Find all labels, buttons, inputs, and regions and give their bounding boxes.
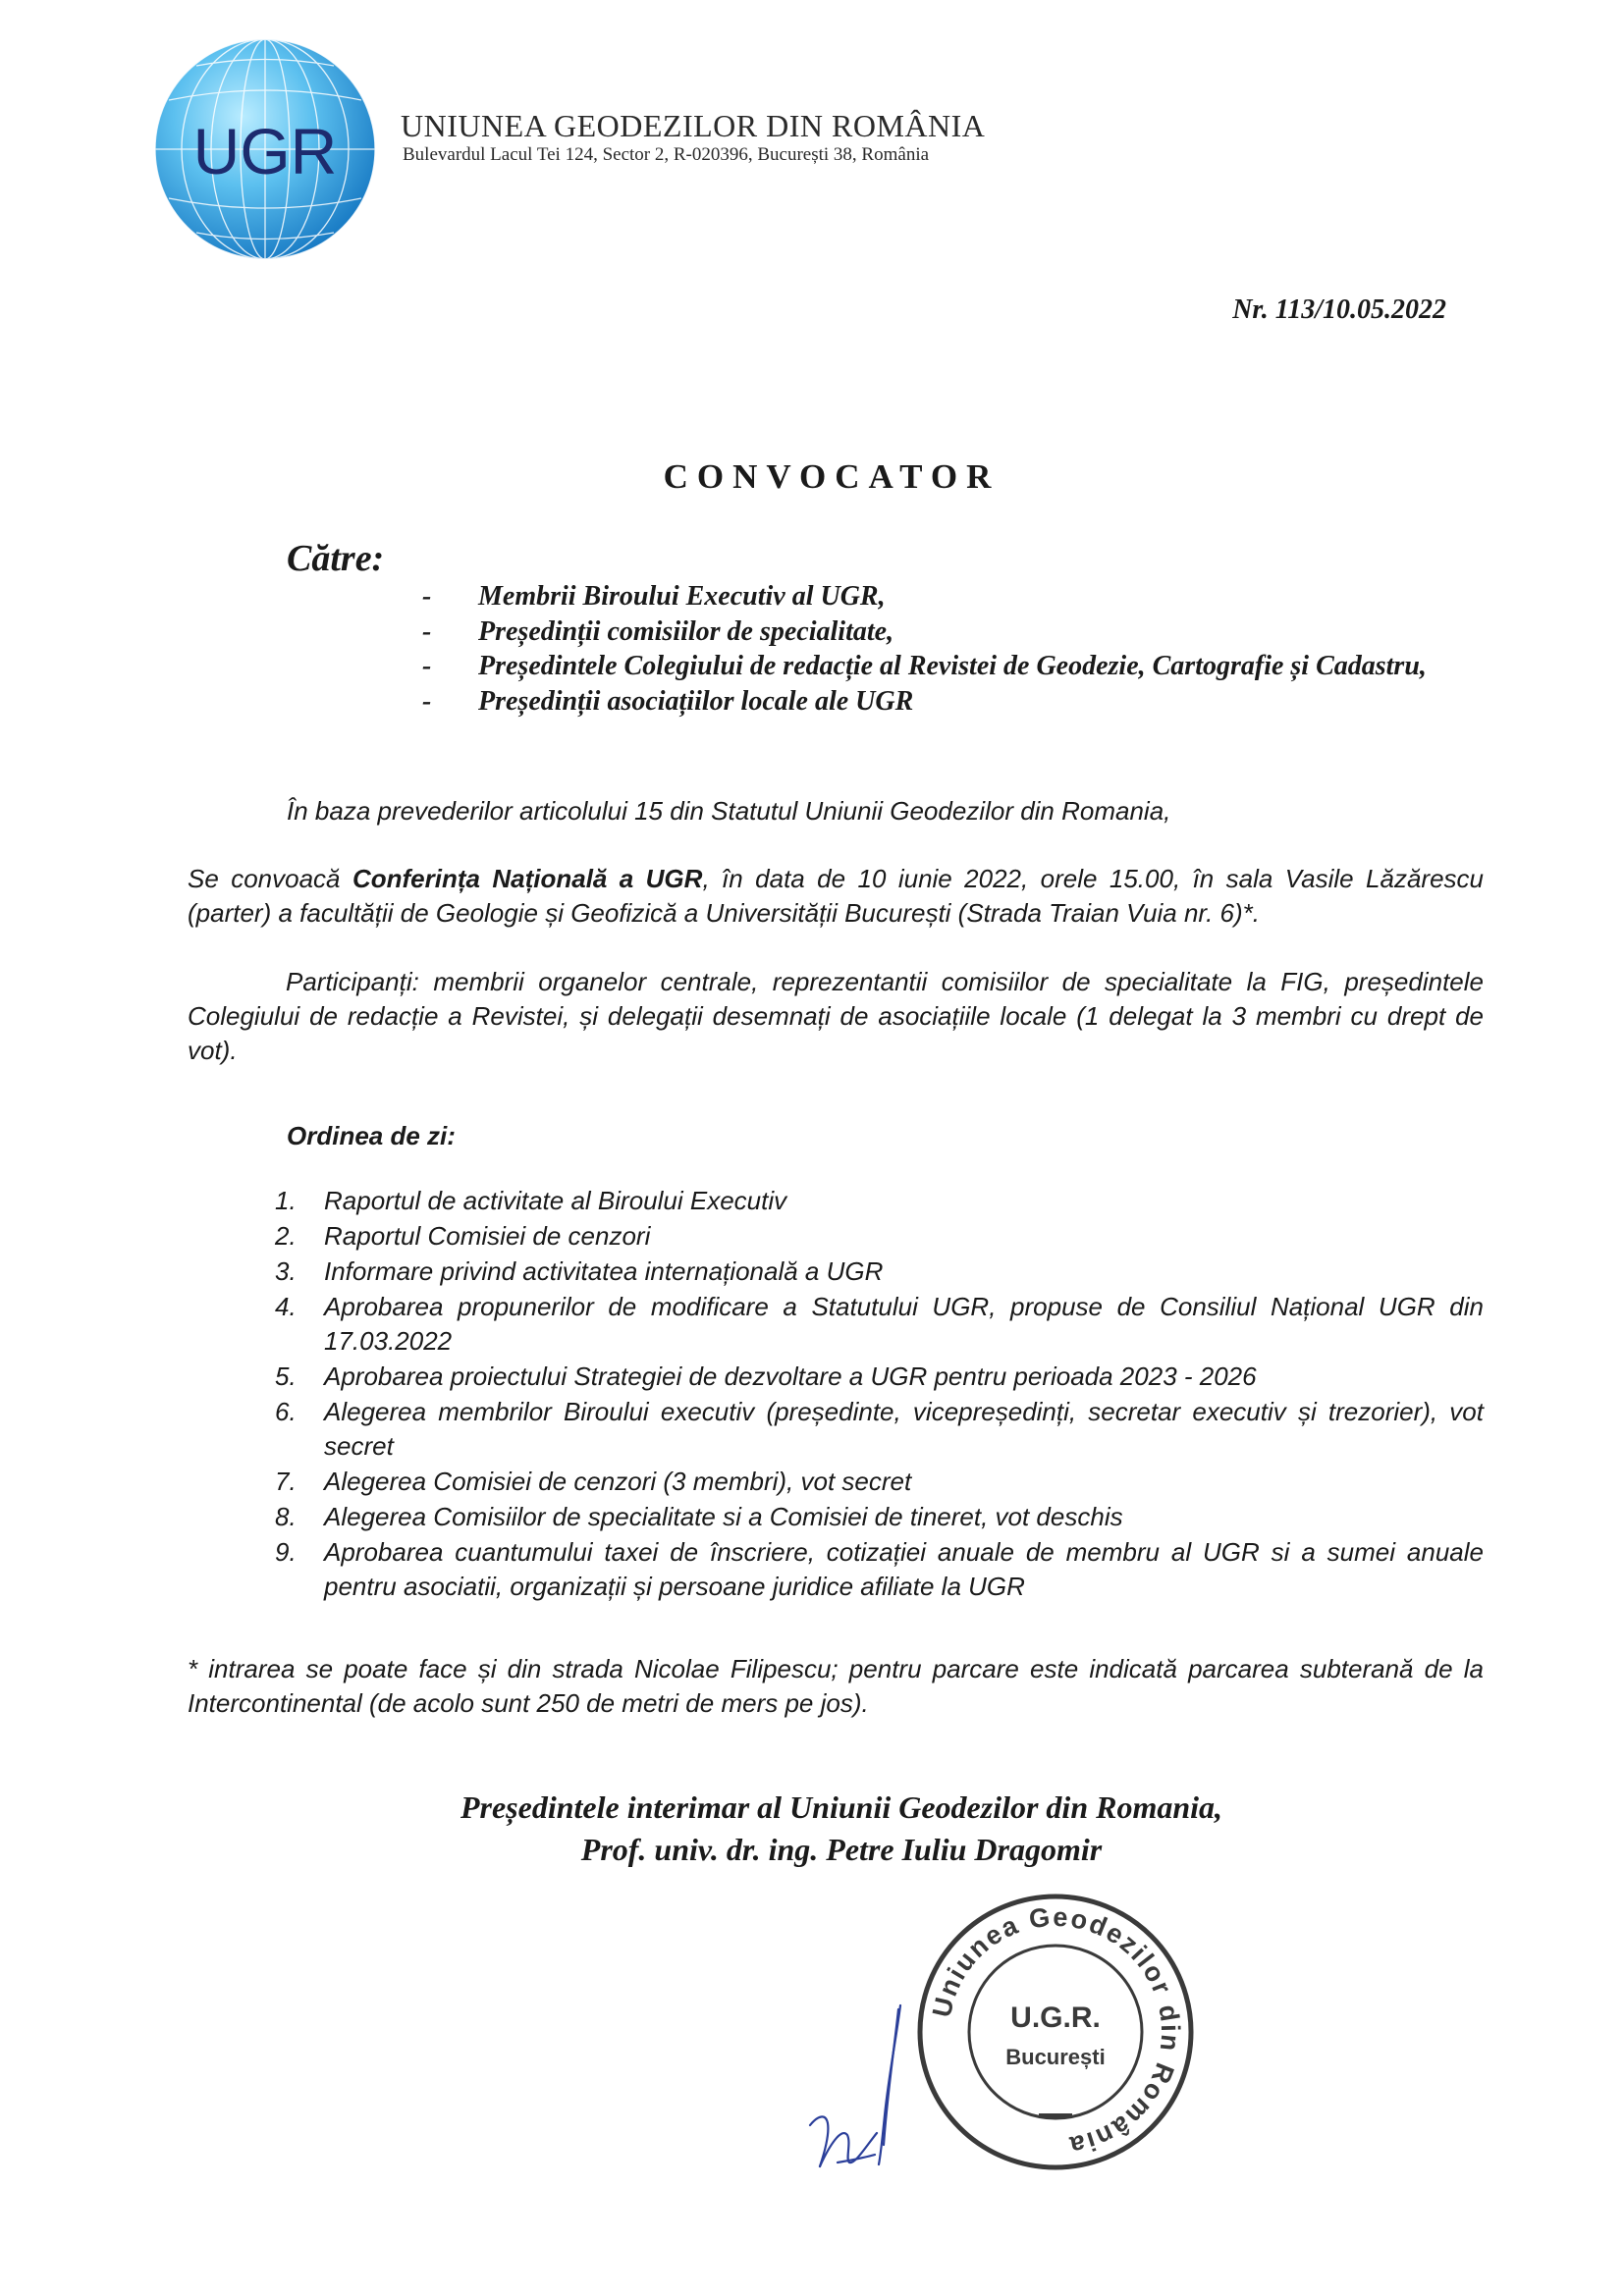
agenda-text: Raportul de activitate al Biroului Executiv [324, 1186, 787, 1215]
agenda-item [265, 1360, 1484, 1394]
addressee-text: Președinții comisiilor de specialitate, [478, 615, 894, 647]
agenda-item [265, 1395, 1484, 1464]
agenda-number: 5. [275, 1362, 297, 1391]
document-title: CONVOCATOR [663, 457, 1001, 496]
registration-number: Nr. 113/10.05.2022 [1232, 294, 1446, 325]
convocation-paragraph [188, 862, 1484, 931]
participants-paragraph: Participanți: membrii organelor centrale, reprezentantii comisiilor de specialitate la FIG, președintele Colegiului de redacție a Revistei, și delegații desemnați de asociațiile locale (1 delegat la 3 membri cu drept de vot). [188, 967, 1484, 1065]
convocation-prefix: Se convoacă [188, 864, 352, 893]
agenda-number: 7. [275, 1467, 297, 1496]
addressee-item [422, 614, 1483, 650]
addressee-list [422, 579, 1483, 719]
agenda-item [265, 1219, 1484, 1254]
addressee-text: Președintele Colegiului de redacție al Revistei de Geodezie, Cartografie și Cadastru, [478, 651, 1427, 681]
handwritten-signature [790, 1998, 923, 2184]
agenda-number: 3. [275, 1256, 297, 1286]
addressee-text: Președinții asociațiilor locale ale UGR [478, 685, 914, 717]
agenda-number: 8. [275, 1502, 297, 1531]
organization-name: UNIUNEA GEODEZILOR DIN ROMÂNIA [401, 108, 986, 143]
list-dash: - [422, 651, 432, 681]
signatory-role: Președintele interimar al Uniunii Geodezilor din Romania, [460, 1789, 1223, 1825]
signatory-name: Prof. univ. dr. ing. Petre Iuliu Dragomir [580, 1832, 1103, 1867]
agenda-item [265, 1255, 1484, 1289]
ugr-stamp [913, 1890, 1198, 2174]
stamp-city: București [1005, 2045, 1106, 2069]
agenda-item [265, 1500, 1484, 1534]
signature-block [0, 1787, 1624, 1871]
organization-address: Bulevardul Lacul Tei 124, Sector 2, R-020396, București 38, România [403, 144, 930, 165]
agenda-item [265, 1465, 1484, 1499]
agenda-item [265, 1290, 1484, 1359]
agenda-number: 2. [275, 1221, 297, 1251]
stamp-ring-text: Uniunea Geodezilor din România [926, 1901, 1186, 2162]
agenda-text: Informare privind activitatea internațională a UGR [324, 1256, 884, 1286]
convocation-details: , în data de 10 iunie 2022, orele 15.00, în sala Vasile Lăzărescu (parter) a facultății de Geologie și Geofizică a Universității București (Strada Traian Vuia nr. 6)*. [188, 864, 1484, 928]
addressee-item [422, 579, 1483, 614]
logo-text: UGR [192, 115, 338, 187]
agenda-text: Alegerea Comisiei de cenzori (3 membri), vot secret [324, 1467, 912, 1496]
agenda-number: 4. [275, 1292, 297, 1321]
agenda-text: Aprobarea propunerilor de modificare a Statutului UGR, propuse de Consiliul Național UGR din 17.03.2022 [324, 1292, 1484, 1356]
agenda-text: Aprobarea cuantumului taxei de înscriere, cotizației anuale de membru al UGR si a sumei anuale pentru asociatii, organizații și persoane juridice afiliate la UGR [324, 1537, 1484, 1601]
list-dash: - [422, 581, 432, 612]
addressee-item [422, 649, 1483, 684]
footnote: * intrarea se poate face și din strada Nicolae Filipescu; pentru parcare este indicată parcarea subterană de la Intercontinental (de acolo sunt 250 de metri de mers pe jos). [188, 1654, 1484, 1718]
agenda-list [265, 1184, 1484, 1605]
agenda-title: Ordinea de zi: [287, 1121, 456, 1150]
agenda-item [265, 1535, 1484, 1604]
ugr-logo [147, 31, 383, 267]
agenda-number: 1. [275, 1186, 297, 1215]
addressee-text: Membrii Biroului Executiv al UGR, [478, 581, 886, 612]
agenda-number: 6. [275, 1397, 297, 1426]
agenda-text: Alegerea membrilor Biroului executiv (președinte, vicepreședinți, secretar executiv și trezorier), vot secret [324, 1397, 1484, 1461]
addressee-item [422, 684, 1483, 720]
agenda-text: Alegerea Comisiilor de specialitate si a Comisiei de tineret, vot deschis [324, 1502, 1123, 1531]
agenda-item [265, 1184, 1484, 1218]
intro-paragraph: În baza prevederilor articolului 15 din Statutul Uniunii Geodezilor din Romania, [287, 796, 1171, 826]
stamp-title: U.G.R. [1010, 2002, 1101, 2034]
addressee-label: Către: [287, 538, 385, 579]
agenda-text: Raportul Comisiei de cenzori [324, 1221, 651, 1251]
agenda-number: 9. [275, 1537, 297, 1567]
list-dash: - [422, 685, 432, 717]
event-name: Conferința Națională a UGR [352, 864, 703, 893]
agenda-text: Aprobarea proiectului Strategiei de dezvoltare a UGR pentru perioada 2023 - 2026 [324, 1362, 1257, 1391]
list-dash: - [422, 615, 432, 647]
